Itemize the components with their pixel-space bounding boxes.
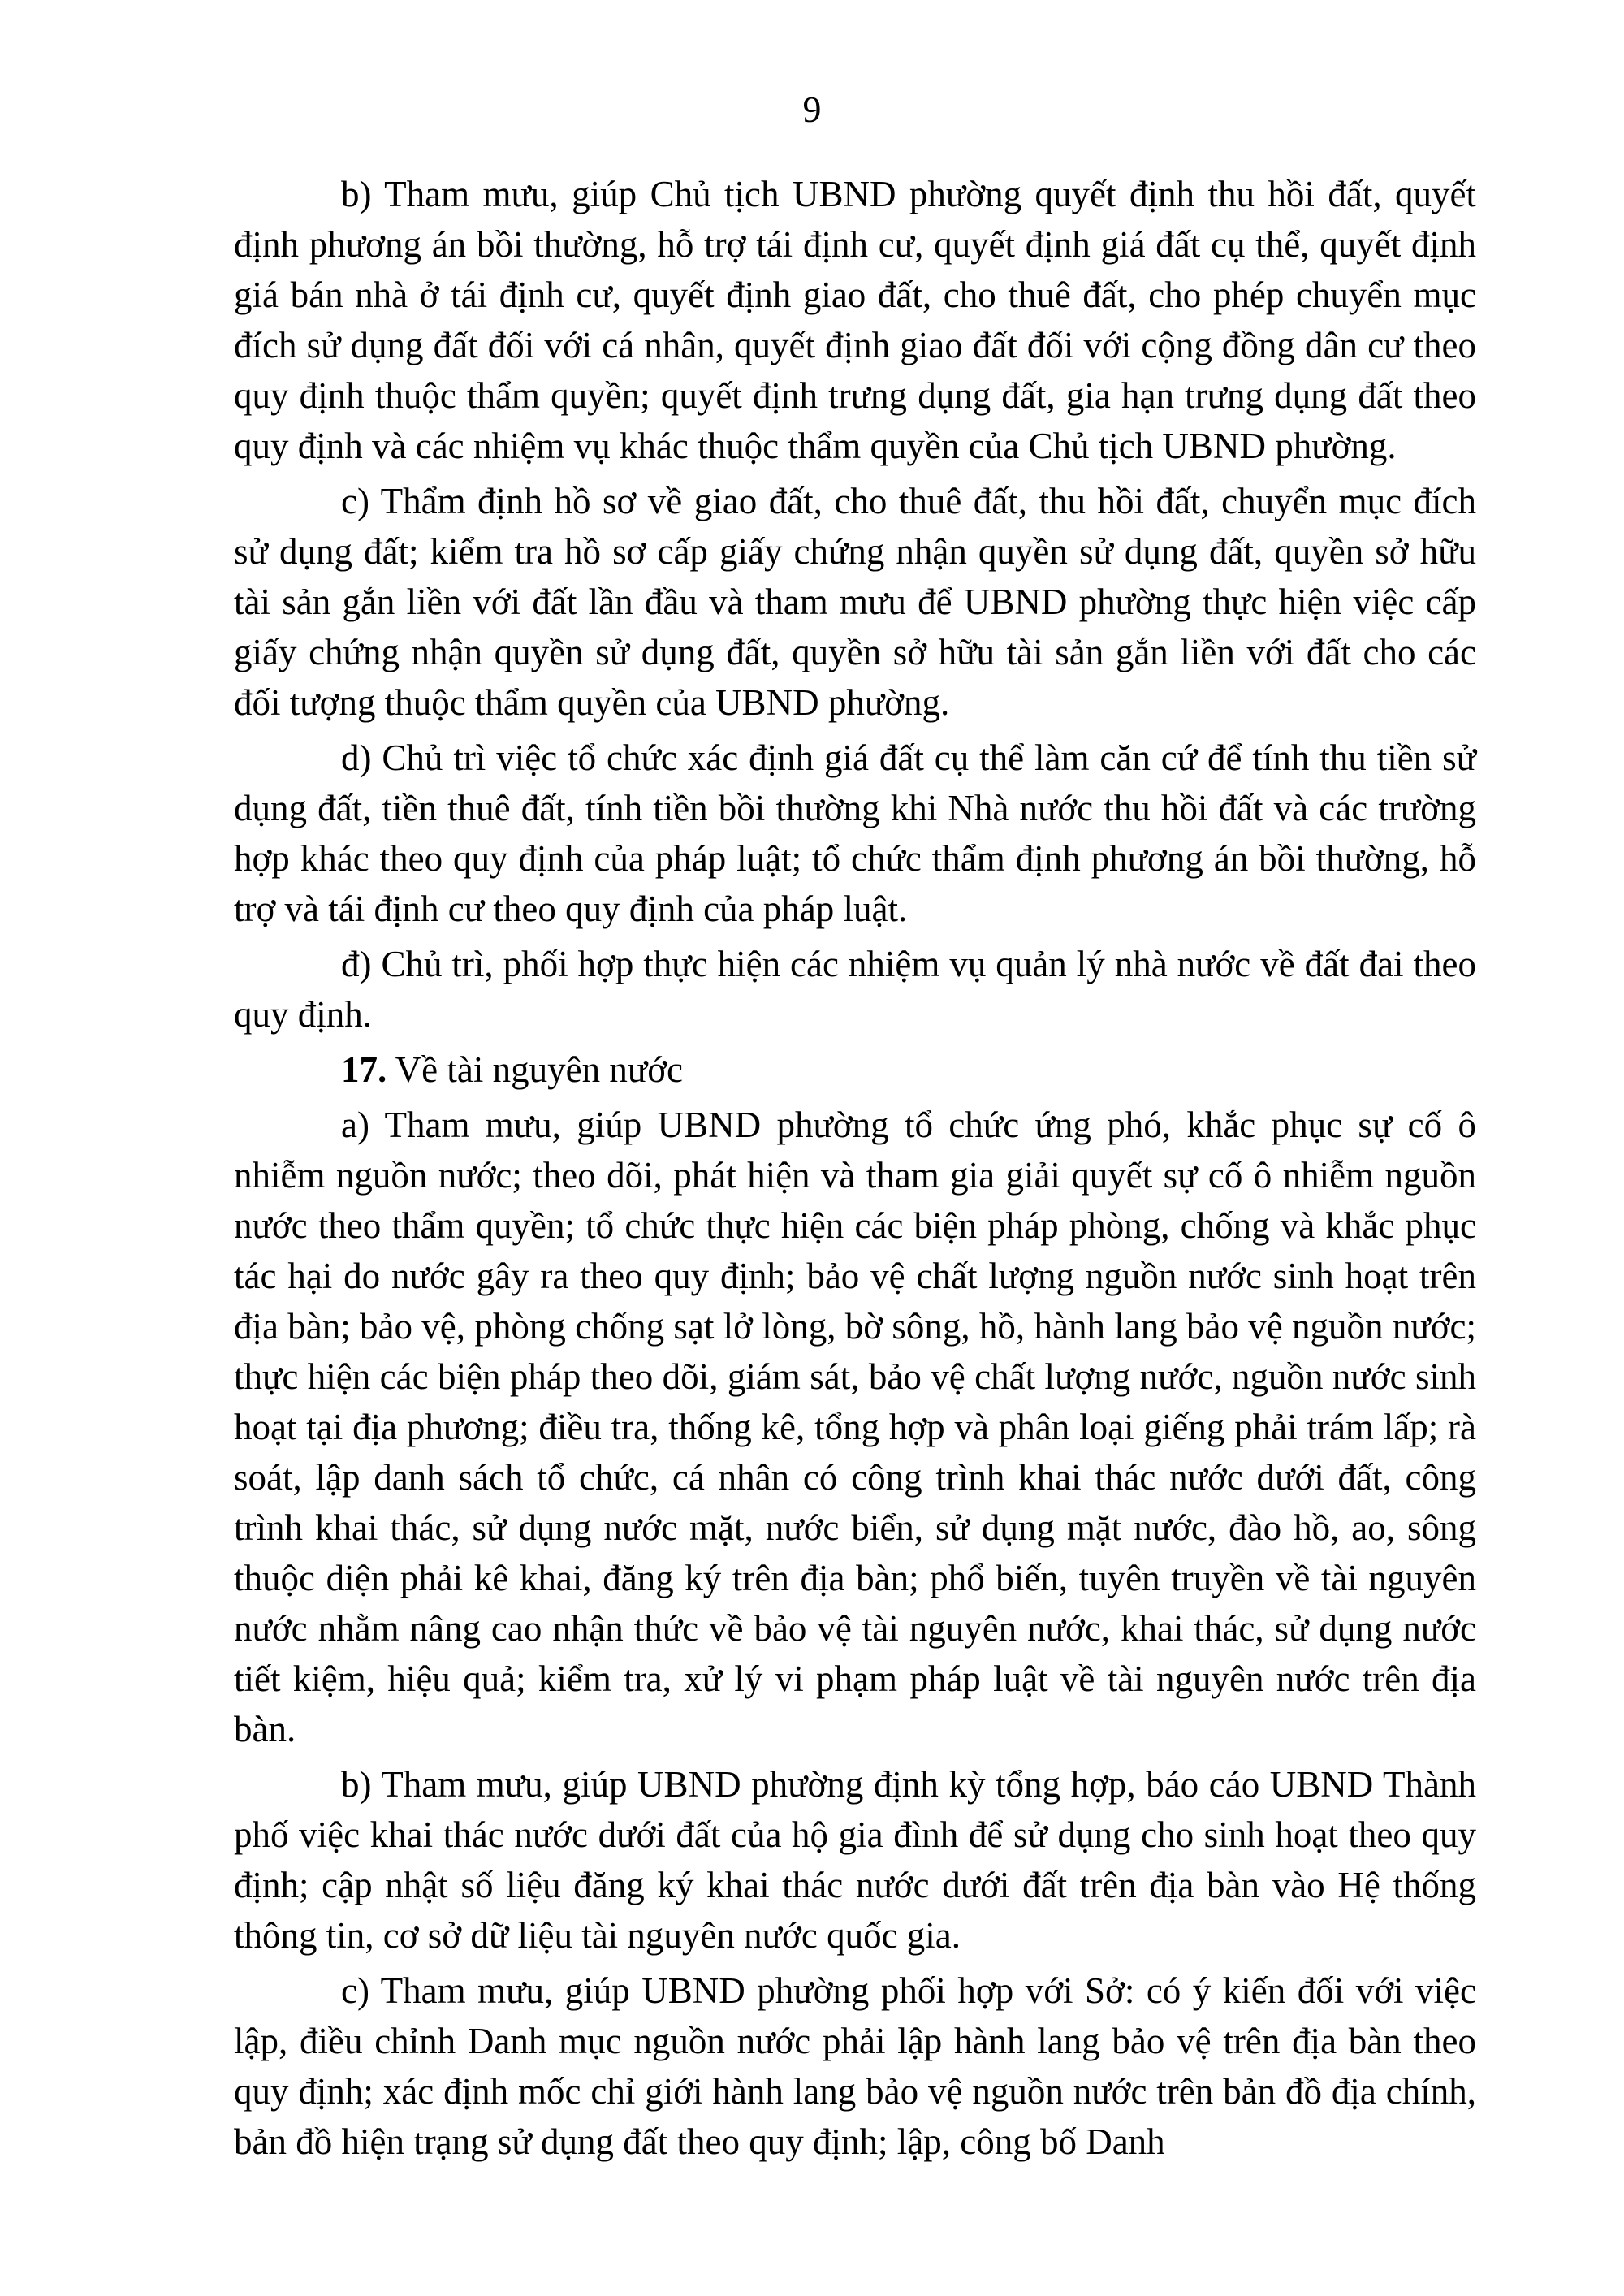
section-title: Về tài nguyên nước (387, 1049, 684, 1090)
paragraph-b-land: b) Tham mưu, giúp Chủ tịch UBND phường quyết định thu hồi đất, quyết định phương án bồi thường, hỗ trợ tái định cư, quyết định giá đất cụ thể, quyết định giá bán nhà ở tái định cư, quyết định giao đất, cho thuê đất, cho phép chuyển mục đích sử dụng đất đối với cá nhân, quyết định giao đất đối với cộng đồng dân cư theo quy định thuộc thẩm quyền; quyết định trưng dụng đất, gia hạn trưng dụng đất theo quy định và các nhiệm vụ khác thuộc thẩm quyền của Chủ tịch UBND phường. (234, 174, 1476, 466)
document-body (234, 169, 1476, 2172)
paragraph-b-water: b) Tham mưu, giúp UBND phường định kỳ tổng hợp, báo cáo UBND Thành phố việc khai thác nước dưới đất của hộ gia đình để sử dụng cho sinh hoạt theo quy định; cập nhật số liệu đăng ký khai thác nước dưới đất trên địa bàn vào Hệ thống thông tin, cơ sở dữ liệu tài nguyên nước quốc gia. (234, 1764, 1476, 1956)
paragraph-d-land: d) Chủ trì việc tổ chức xác định giá đất cụ thể làm căn cứ để tính thu tiền sử dụng đất, tiền thuê đất, tính tiền bồi thường khi Nhà nước thu hồi đất và các trường hợp khác theo quy định của pháp luật; tổ chức thẩm định phương án bồi thường, hỗ trợ và tái định cư theo quy định của pháp luật. (234, 737, 1476, 929)
paragraph-c-water: c) Tham mưu, giúp UBND phường phối hợp với Sở: có ý kiến đối với việc lập, điều chỉnh Danh mục nguồn nước phải lập hành lang bảo vệ trên địa bàn theo quy định; xác định mốc chỉ giới hành lang bảo vệ nguồn nước trên bản đồ địa chính, bản đồ hiện trạng sử dụng đất theo quy định; lập, công bố Danh (234, 1970, 1476, 2162)
paragraph-a-water: a) Tham mưu, giúp UBND phường tổ chức ứng phó, khắc phục sự cố ô nhiễm nguồn nước; theo dõi, phát hiện và tham gia giải quyết sự cố ô nhiễm nguồn nước theo thẩm quyền; tổ chức thực hiện các biện pháp phòng, chống và khắc phục tác hại do nước gây ra theo quy định; bảo vệ chất lượng nguồn nước sinh hoạt trên địa bàn; bảo vệ, phòng chống sạt lở lòng, bờ sông, hồ, hành lang bảo vệ nguồn nước; thực hiện các biện pháp theo dõi, giám sát, bảo vệ chất lượng nước, nguồn nước sinh hoạt tại địa phương; điều tra, thống kê, tổng hợp và phân loại giếng phải trám lấp; rà soát, lập danh sách tổ chức, cá nhân có công trình khai thác nước dưới đất, công trình khai thác, sử dụng nước mặt, nước biển, sử dụng mặt nước, đào hồ, ao, sông thuộc diện phải kê khai, đăng ký trên địa bàn; phổ biến, tuyên truyền về tài nguyên nước nhằm nâng cao nhận thức về bảo vệ tài nguyên nước, khai thác, sử dụng nước tiết kiệm, hiệu quả; kiểm tra, xử lý vi phạm pháp luật về tài nguyên nước trên địa bàn. (234, 1105, 1476, 1749)
paragraph-c-land: c) Thẩm định hồ sơ về giao đất, cho thuê đất, thu hồi đất, chuyển mục đích sử dụng đất; kiểm tra hồ sơ cấp giấy chứng nhận quyền sử dụng đất, quyền sở hữu tài sản gắn liền với đất lần đầu và tham mưu để UBND phường thực hiện việc cấp giấy chứng nhận quyền sử dụng đất, quyền sở hữu tài sản gắn liền với đất cho các đối tượng thuộc thẩm quyền của UBND phường. (234, 481, 1476, 723)
paragraph-dd-land: đ) Chủ trì, phối hợp thực hiện các nhiệm vụ quản lý nhà nước về đất đai theo quy định. (234, 944, 1476, 1035)
section-heading (234, 1044, 1476, 1095)
section-number: 17. (341, 1049, 387, 1090)
page-number: 9 (802, 89, 822, 130)
